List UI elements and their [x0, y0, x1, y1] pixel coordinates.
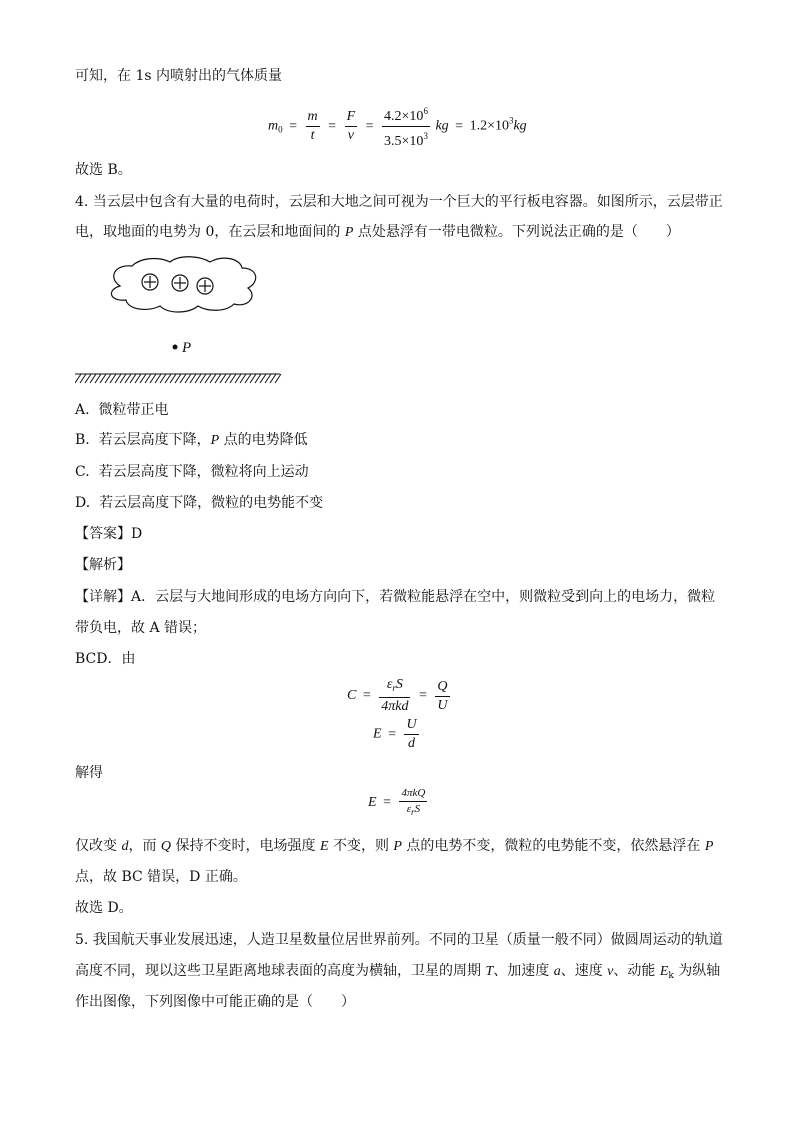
option-label: C. — [75, 464, 90, 480]
var-ek-sub: k — [668, 971, 674, 981]
fraction-m-over-t — [306, 108, 320, 145]
frac-num: m — [306, 108, 320, 127]
text: 、加速度 — [493, 963, 554, 979]
hatch-mark — [255, 374, 261, 383]
hatch-mark — [165, 374, 171, 383]
option-label: D. — [75, 495, 91, 511]
hatch-mark — [120, 374, 126, 383]
hatch-mark — [160, 374, 166, 383]
hatch-mark — [75, 374, 81, 383]
var-e: E — [319, 839, 329, 854]
eq-lhs: E — [373, 726, 382, 742]
option-text: 若云层高度下降，微粒的电势能不变 — [99, 495, 324, 511]
area-s: S — [395, 677, 403, 692]
solve-line: 解得 — [75, 765, 103, 781]
frac-num: 4πkQ — [399, 786, 427, 802]
text: 保持不变时，电场强度 — [171, 838, 320, 854]
hatch-mark — [225, 374, 231, 383]
answer-tag: 【答案】 — [75, 526, 131, 542]
q4-option-a[interactable] — [75, 400, 168, 420]
hatch-mark — [90, 374, 96, 383]
option-text: 点的电势降低 — [219, 432, 308, 448]
q4-stem-text: 电，取地面的电势为 0，在云层和地面间的 — [75, 224, 345, 240]
hatch-mark — [105, 374, 111, 383]
var-ek: E — [659, 964, 669, 979]
text: 点的电势不变，微粒的电势能不变，依然悬浮在 — [401, 838, 705, 854]
text: 高度不同，现以这些卫星距离地球表面的高度为横轴，卫星的周期 — [75, 963, 486, 979]
hatch-mark — [265, 374, 271, 383]
frac-num — [379, 676, 410, 698]
fraction-q-over-u — [435, 678, 449, 715]
eq-sign: = — [455, 118, 464, 134]
eq-result-exp: 3 — [508, 115, 514, 126]
q4-stem-line1: 4. 当云层中包含有大量的电荷时，云层和大地之间可视为一个巨大的平行板电容器。如图所示，云层带正 — [75, 194, 723, 210]
text: 、动能 — [613, 963, 660, 979]
eq-result: 1.2×10 — [469, 118, 509, 134]
q4-option-d[interactable] — [75, 493, 323, 513]
q5-stem-line2 — [75, 961, 720, 986]
q4-stem-line2 — [75, 222, 680, 243]
hatch-mark — [190, 374, 196, 383]
capacitor-figure — [100, 256, 290, 386]
hatch-mark — [185, 374, 191, 383]
text: 不变，则 — [328, 838, 394, 854]
hatch-mark — [215, 374, 221, 383]
text: 为纵轴 — [673, 963, 721, 979]
eq-lhs: E — [368, 795, 377, 811]
detail-tag: 【详解】 — [75, 589, 131, 605]
equation-mass — [268, 102, 527, 151]
var-v: v — [607, 964, 614, 979]
q4-option-b[interactable] — [75, 430, 308, 451]
hatch-mark — [220, 374, 226, 383]
hatch-mark — [155, 374, 161, 383]
analysis-tag: 【解析】 — [75, 557, 131, 573]
q5-stem-line1: 5. 我国航天事业发展迅速，人造卫星数量位居世界前列。不同的卫星（质量一般不同）做圆周运动的轨道 — [75, 932, 723, 948]
option-text: 若云层高度下降， — [98, 432, 211, 448]
detail-text: A．云层与大地间形成的电场方向向下，若微粒能悬浮在空中，则微粒受到向上的电场力，微粒 — [131, 589, 716, 605]
eps-sub: r — [411, 807, 415, 817]
option-var-p: P — [210, 433, 220, 448]
point-p-label: P — [182, 340, 192, 356]
hatch-mark — [140, 374, 146, 383]
hatch-mark — [275, 374, 281, 383]
eps: ε — [386, 677, 393, 692]
frac-den: 4πkd — [381, 699, 409, 714]
frac-num-base: 4.2×10 — [384, 109, 424, 124]
eq-m0-sub: 0 — [278, 124, 283, 135]
hatch-mark — [200, 374, 206, 383]
hatch-mark — [130, 374, 136, 383]
eq-sign: = — [328, 118, 337, 134]
answer-value: D — [131, 526, 143, 542]
eps: ε — [406, 803, 412, 815]
frac-den: U — [437, 697, 448, 713]
frac-den: t — [310, 128, 315, 143]
hatch-mark — [115, 374, 121, 383]
option-label: A. — [75, 402, 90, 418]
eps-sub: r — [392, 683, 396, 693]
choose-d: 故选 D。 — [75, 900, 133, 916]
hatch-mark — [270, 374, 276, 383]
hatch-mark — [125, 374, 131, 383]
positive-charge-2 — [172, 275, 188, 291]
var-t: T — [485, 964, 494, 979]
frac-num — [382, 102, 430, 127]
equation-field-ud: E = $\frac{U}{d}$ — [373, 717, 417, 751]
frac-den-exp: 3 — [423, 131, 428, 141]
q4-stem-text: 点处悬浮有一带电微粒。下列说法正确的是（ ） — [353, 224, 680, 240]
q5-stem-line3: 作出图像，下列图像中可能正确的是（ ） — [75, 994, 355, 1010]
hatch-mark — [245, 374, 251, 383]
frac-den: v — [347, 128, 354, 143]
var-d: d — [121, 839, 129, 854]
frac-num: F — [345, 108, 358, 127]
positive-charge-3 — [197, 278, 213, 294]
fraction-u-over-d — [404, 716, 418, 753]
frac-num: Q — [435, 678, 449, 697]
eq-unit: kg — [513, 118, 527, 134]
eq-lhs: C — [347, 688, 357, 704]
detail-line1 — [75, 587, 715, 607]
hatch-mark — [230, 374, 236, 383]
fraction-numeric — [382, 102, 430, 151]
equation-field-result: E = $\frac{\text{4πkQ}}{\varepsilon_rS}$ — [368, 786, 429, 820]
eq-sign: = — [365, 118, 374, 134]
area-s: S — [414, 803, 421, 815]
hatch-mark — [100, 374, 106, 383]
option-label: B. — [75, 432, 90, 448]
eq-unit: kg — [435, 118, 449, 134]
hatch-mark — [145, 374, 151, 383]
fraction-eps-s-over-4pikd — [379, 676, 410, 716]
text-choose-b: 故选 B。 — [75, 162, 132, 178]
ground-hatching — [75, 372, 285, 386]
conclusion-line2: 点，故 BC 错误，D 正确。 — [75, 869, 247, 885]
hatch-mark — [210, 374, 216, 383]
q4-option-c[interactable] — [75, 462, 309, 482]
hatch-mark — [260, 374, 266, 383]
point-p-dot — [173, 345, 178, 350]
text: 、速度 — [560, 963, 608, 979]
equation-capacitance: C = $\frac{\varepsilon_rS}{\text{4πkd}}$ = $\frac{Q}{U}$ — [347, 677, 448, 714]
frac-den-base: 3.5×10 — [384, 134, 424, 149]
hatch-mark — [110, 374, 116, 383]
bcd-line: BCD．由 — [75, 651, 136, 667]
eq-m0: m — [268, 118, 279, 134]
fraction-f-over-v — [345, 108, 358, 145]
frac-num: U — [404, 716, 418, 735]
hatch-mark — [240, 374, 246, 383]
hatch-mark — [205, 374, 211, 383]
hatch-mark — [80, 374, 86, 383]
eq-sign: = — [289, 118, 298, 134]
var-p: P — [704, 839, 714, 854]
option-text: 若云层高度下降，微粒将向上运动 — [98, 464, 309, 480]
hatch-mark — [180, 374, 186, 383]
text: ，而 — [128, 838, 161, 854]
q4-stem-var-p: P — [344, 225, 354, 240]
hatch-mark — [170, 374, 176, 383]
hatch-mark — [85, 374, 91, 383]
var-a: a — [553, 964, 561, 979]
hatch-mark — [175, 374, 181, 383]
hatch-mark — [150, 374, 156, 383]
hatch-mark — [135, 374, 141, 383]
text: 仅改变 — [75, 838, 122, 854]
frac-den: d — [408, 736, 416, 751]
hatch-mark — [195, 374, 201, 383]
option-text: 微粒带正电 — [98, 402, 169, 418]
hatch-mark — [95, 374, 101, 383]
hatch-mark — [235, 374, 241, 383]
answer-line — [75, 524, 142, 544]
text-line-mass-intro: 可知，在 1s 内喷射出的气体质量 — [75, 68, 282, 84]
frac-den — [399, 802, 427, 820]
var-q: Q — [160, 839, 172, 854]
conclusion-line1 — [75, 836, 713, 857]
frac-num-exp: 6 — [423, 106, 428, 116]
frac-den — [382, 127, 430, 151]
var-p: P — [393, 839, 402, 854]
hatch-mark — [250, 374, 256, 383]
detail-line2: 带负电，故 A 错误； — [75, 620, 207, 636]
fraction-4pikq-over-eps-s — [399, 786, 427, 820]
cloud-shape — [111, 257, 255, 312]
positive-charge-1 — [142, 274, 158, 290]
